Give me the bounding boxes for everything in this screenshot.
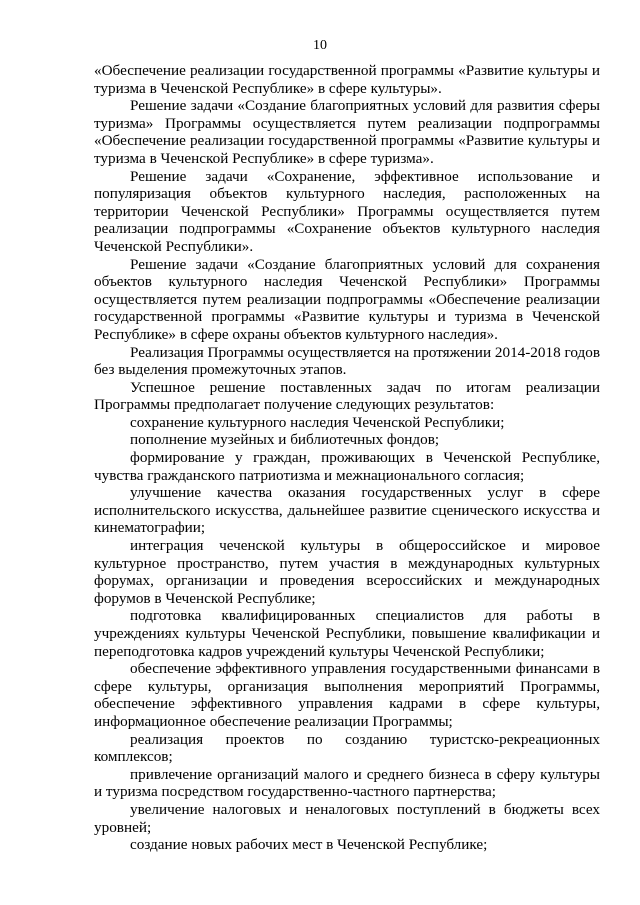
list-item-result: сохранение культурного наследия Чеченской Республики; — [130, 413, 505, 431]
paragraph-5: Реализация Программы осуществляется на протяжении 2014-2018 годов без выделения промежуточных этапов. — [94, 343, 600, 379]
list-item-result: увеличение налоговых и неналоговых поступлений в бюджеты всех уровней; — [94, 800, 600, 836]
list-item-result: улучшение качества оказания государственных услуг в сфере исполнительского искусства, дальнейшее развитие сценического искусства и кинематографии; — [94, 484, 600, 537]
list-item-result: интеграция чеченской культуры в общероссийское и мировое культурное пространство, путем участия в международных культурных форумах, организации и проведения всероссийских и международных форумов в Чеченской Республике; — [94, 537, 600, 607]
paragraph-2: Решение задачи «Создание благоприятных условий для развития сферы туризма» Программы осуществляется путем реализации подпрограммы «Обеспечение реализации государственной программы «Развитие культуры и туризма в Чеченской Республике» в сфере туризма». — [94, 97, 600, 167]
list-item-result: формирование у граждан, проживающих в Чеченской Республике, чувства гражданского патриотизма и межнационального согласия; — [94, 449, 600, 484]
document-body — [94, 62, 600, 854]
list-item-result: обеспечение эффективного управления государственными финансами в сфере культуры, организация выполнения мероприятий Программы, обеспечение эффективного управления кадрами в сфере культуры, информационное обеспечение реализации Программы; — [94, 660, 600, 730]
list-item-result: пополнение музейных и библиотечных фондов; — [130, 431, 440, 449]
paragraph-4: Решение задачи «Создание благоприятных условий для сохранения объектов культурного наследия Чеченской Республики» Программы осуществляется путем реализации подпрограммы «Обеспечение реализации государственной программы «Развитие культуры и туризма в Чеченской Республике» в сфере охраны объектов культурного наследия». — [94, 255, 600, 343]
page-number: 10 — [313, 38, 327, 53]
list-item-result: создание новых рабочих мест в Чеченской Республике; — [130, 836, 488, 854]
paragraph-3: Решение задачи «Сохранение, эффективное использование и популяризация объектов культурного наследия, расположенных на территории Чеченской Республики» Программы осуществляется путем реализации подпрограммы «Сохранение объектов культурного наследия Чеченской Республики». — [94, 167, 600, 255]
paragraph-6: Успешное решение поставленных задач по итогам реализации Программы предполагает получение следующих результатов: — [94, 378, 600, 414]
list-item-result: подготовка квалифицированных специалистов для работы в учреждениях культуры Чеченской Республики, повышение квалификации и переподготовка кадров учреждений культуры Чеченской Республики; — [94, 607, 600, 660]
list-item-result: реализация проектов по созданию туристско-рекреационных комплексов; — [94, 730, 600, 766]
paragraph-1: «Обеспечение реализации государственной программы «Развитие культуры и туризма в Чеченской Республике» в сфере культуры». — [94, 62, 600, 97]
list-item-result: привлечение организаций малого и среднего бизнеса в сферу культуры и туризма посредством государственно-частного партнерства; — [94, 765, 600, 801]
